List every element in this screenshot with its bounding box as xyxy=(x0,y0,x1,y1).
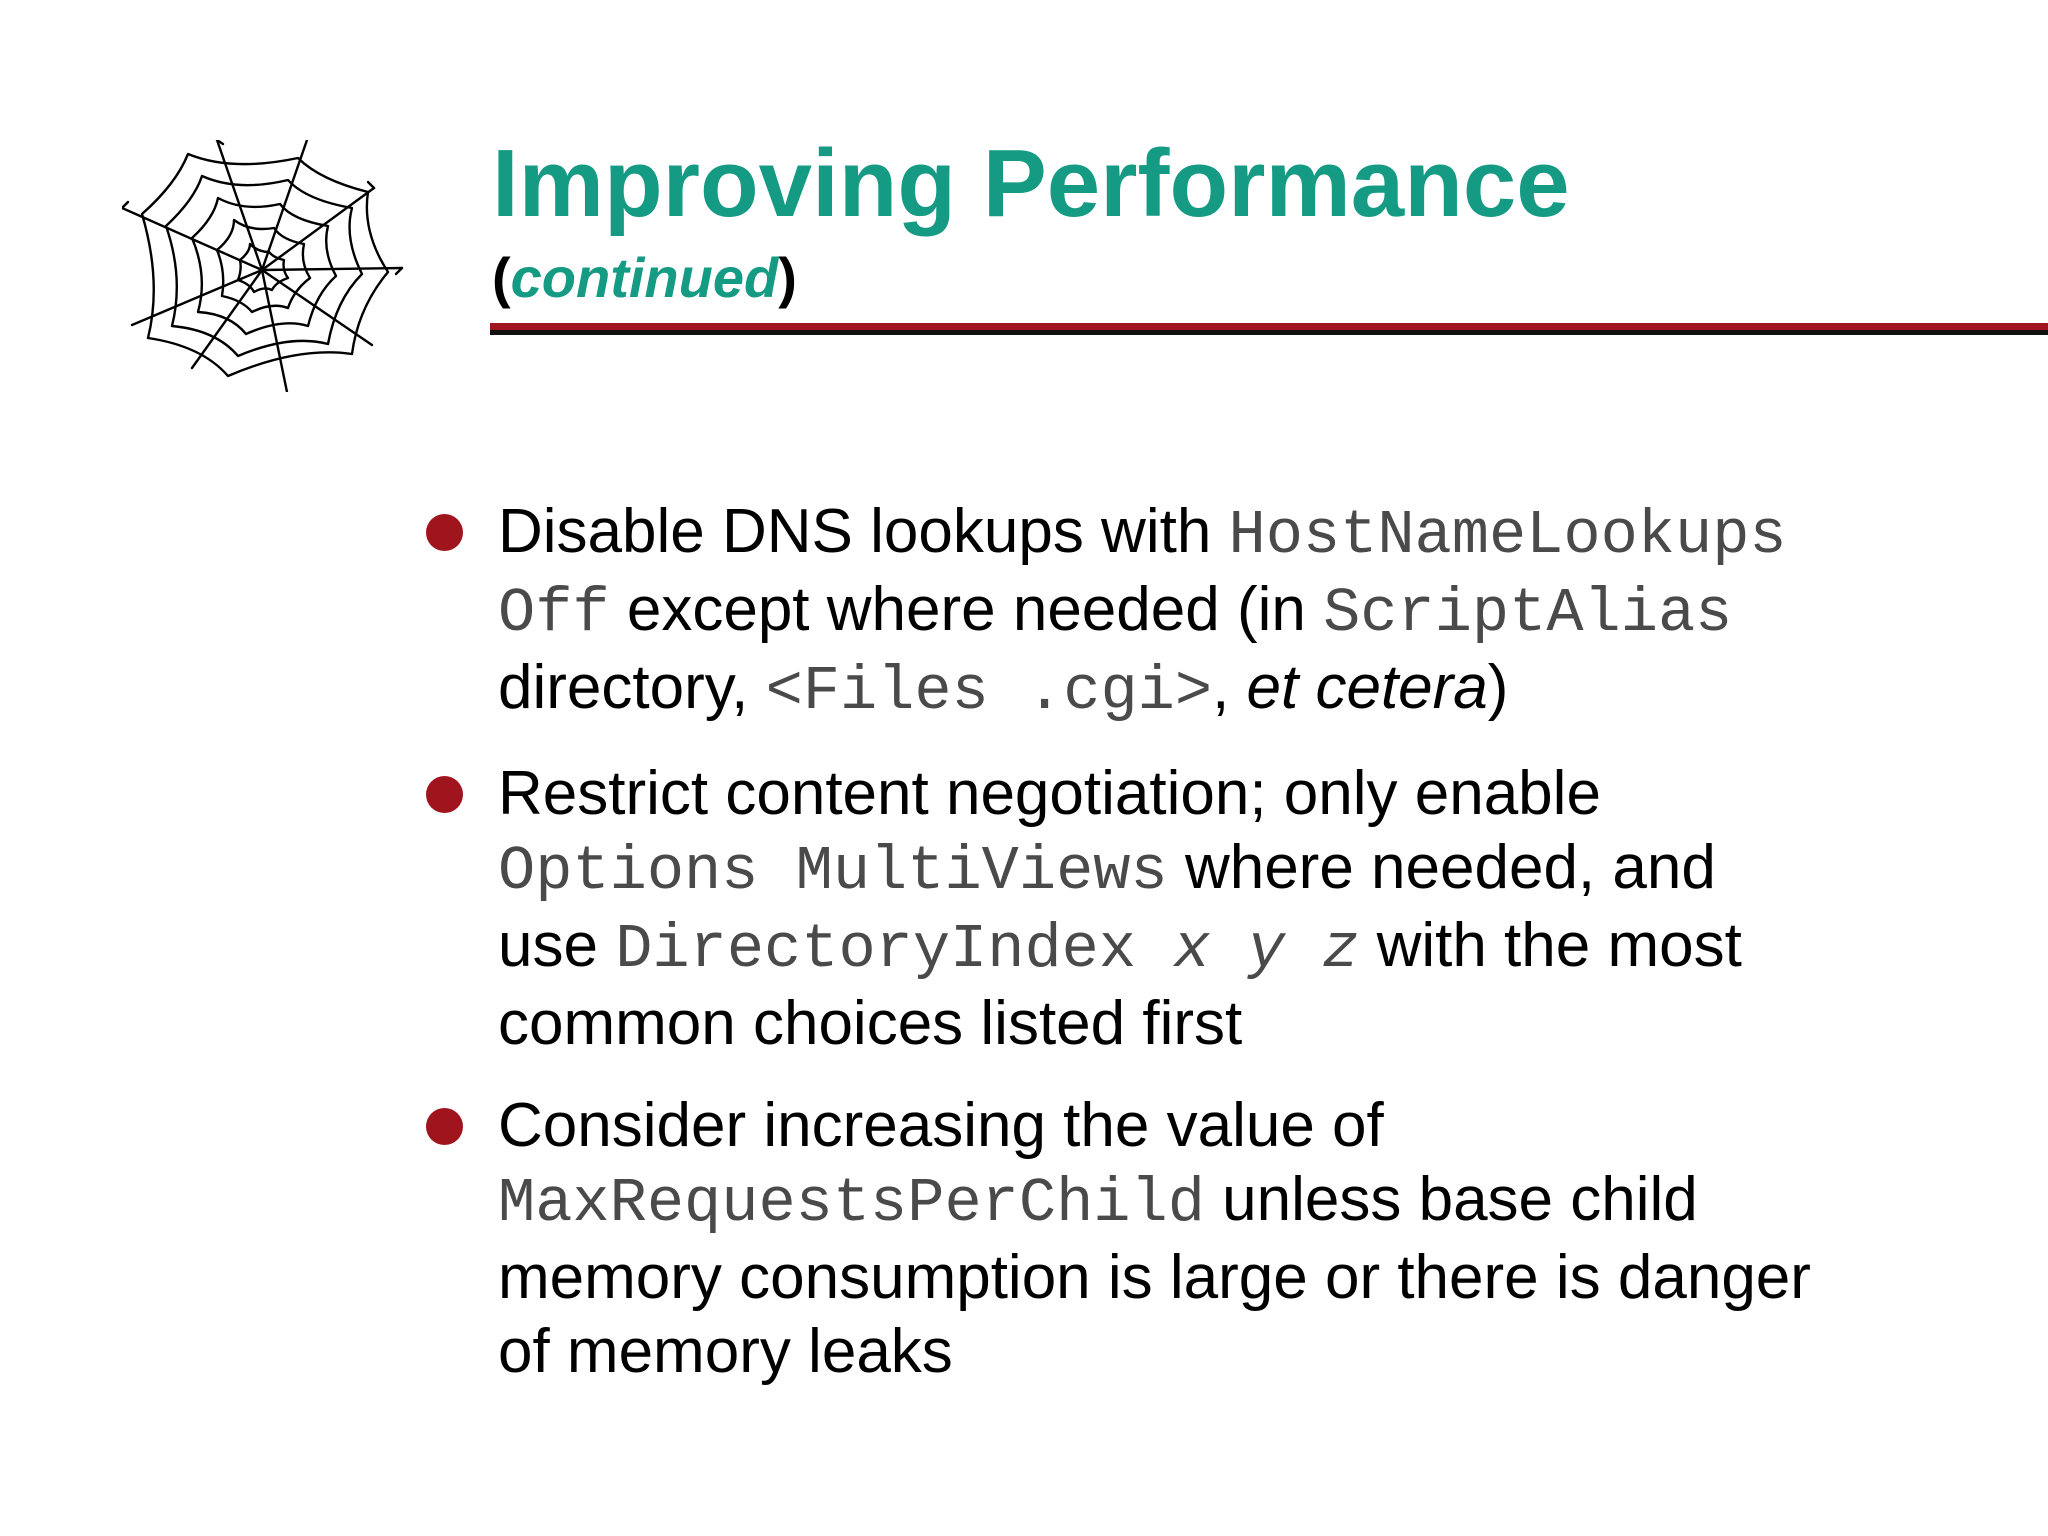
bullet-text: ) xyxy=(1487,653,1509,722)
bullet-text: except where needed (in xyxy=(609,575,1324,644)
code-text: ScriptAlias xyxy=(1323,578,1733,649)
subtitle-text: continued xyxy=(510,246,779,309)
italic-text: et cetera xyxy=(1246,653,1488,722)
spider-web-icon xyxy=(122,140,404,392)
bullet-text: with the most common choices listed first xyxy=(498,911,1742,1058)
subtitle-close-paren: ) xyxy=(778,246,797,309)
bullet-text: Disable DNS lookups with xyxy=(498,497,1229,566)
bullet-item-dns xyxy=(420,495,1820,729)
code-text: Options MultiViews xyxy=(498,836,1168,907)
code-italic-text: x y z xyxy=(1136,914,1360,985)
code-text: DirectoryIndex xyxy=(615,914,1137,985)
bullet-dot-icon xyxy=(426,1108,463,1145)
bullet-text: directory, xyxy=(498,653,766,722)
code-text: HostNameLookups Off xyxy=(498,500,1787,649)
bullet-dot-icon xyxy=(426,514,463,551)
slide-subtitle xyxy=(492,245,797,311)
bullet-item-max-requests xyxy=(420,1089,1820,1389)
bullet-item-content-negotiation xyxy=(420,757,1820,1061)
bullet-text: where needed, and use xyxy=(498,833,1716,980)
bullet-text: Consider increasing the value of xyxy=(498,1091,1384,1160)
bullet-text: unless base child memory consumption is large or there is danger of memory leaks xyxy=(498,1165,1811,1386)
slide-title: Improving Performance xyxy=(492,130,1570,237)
code-text: MaxRequestsPerChild xyxy=(498,1168,1205,1239)
bullet-list xyxy=(420,495,1820,1417)
bullet-text: , xyxy=(1212,653,1247,722)
title-underline-black xyxy=(490,330,2048,335)
bullet-dot-icon xyxy=(426,776,463,813)
code-text: <Files .cgi> xyxy=(765,656,1213,727)
bullet-text: Restrict content negotiation; only enable xyxy=(498,759,1601,828)
title-underline-red xyxy=(490,323,2048,330)
subtitle-open-paren: ( xyxy=(492,246,511,309)
